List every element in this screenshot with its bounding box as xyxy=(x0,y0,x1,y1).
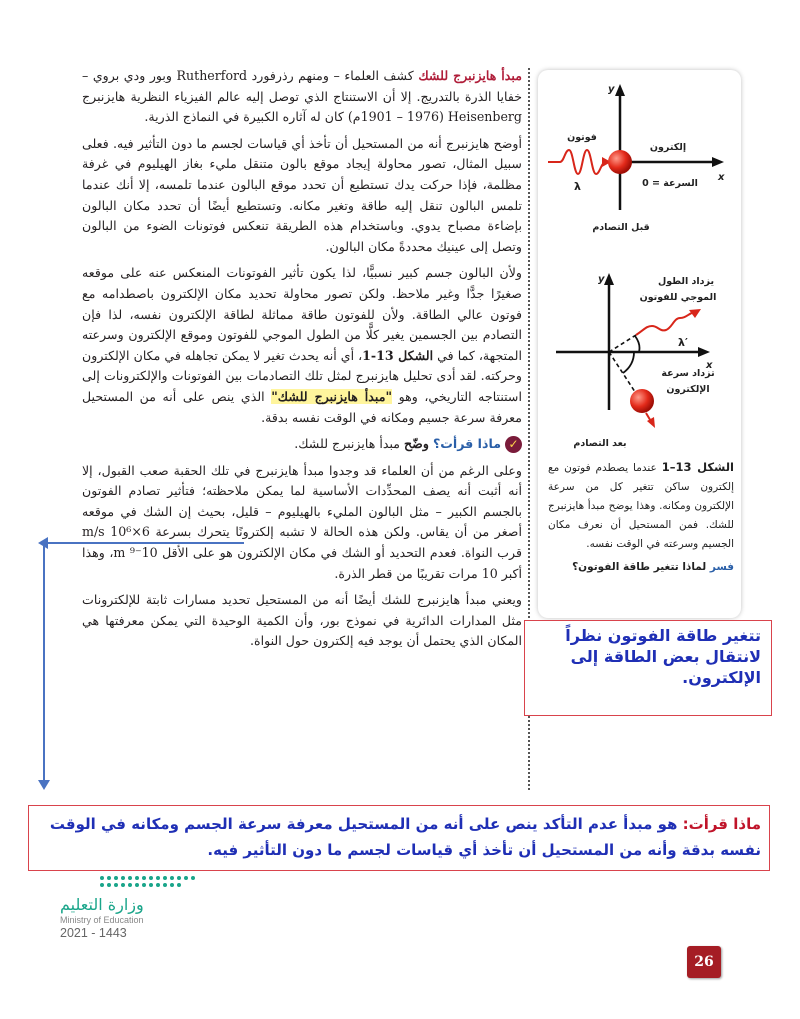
after-y-label: y xyxy=(598,274,605,285)
photon-text-b: ، أي أنه يحدث تغير لا يمكن تجاهله في مكان الإلكترون وحركته. لقد أدى تحليل هايزنبرج لمثل تلك التصادمات بين الفوتونات والإلكترونات إلى استنتاجه التاريخي، وهو xyxy=(82,347,522,404)
photon-angle-arc xyxy=(635,336,640,352)
ministry-name-english: Ministry of Education xyxy=(60,915,144,925)
after-collision-label: بعد التصادم xyxy=(573,438,627,449)
photon-text-c: الذي ينص على أنه من المستحيل معرفة سرعة جسيم ومكانه في الوقت نفسه بدقة. xyxy=(82,388,522,425)
ministry-name-arabic: وزارة التعليم xyxy=(60,895,144,914)
logo-dots-icon xyxy=(100,876,195,887)
electron-label: إلكترون xyxy=(649,142,687,153)
ministry-logo xyxy=(60,876,220,940)
before-x-label: x xyxy=(718,172,725,183)
reading-answer-text: هو مبدأ عدم التأكد ينص على أنه من المستحيل معرفة سرعة الجسم ومكانه في الوقت نفسه بدقة وأنه من المستحيل أن تأخذ أي قياسات لجسم ما دون التأثير فيه. xyxy=(49,815,761,859)
paragraph-orbits: ويعني مبدأ هايزنبرج للشك أيضًا أنه من المستحيل تحديد مسارات ثابتة للإلكترونات مثل المدارات الدائرية في نموذج بور، وأن الكمية الوحيدة التي يمكن معرفتها هي المكان الذي يحتمل أن يوجد فيه إلكترون حول النواة. xyxy=(82,592,522,649)
photon-text-a: ولأن البالون جسم كبير نسبيًّا، لذا يكون تأثير الفوتونات المنعكس عنه على موقعه صغيرًا جدًّا وغير ملاحظ. ولكن تصور محاولة تحديد مكان الإلكترون باصطدامه مع فوتون عالي الطاقة. ولأن للفوتون طاقة مماثلة لطاقة الإلكترون نفسه، لذا فإن التصادم بين الجسمين يغير كلًّا من الطول الموجي للفوتون وموقع الإلكترون وسرعته المتجهة، كما في xyxy=(82,265,522,363)
wavelength-increase-line1: يزداد الطول xyxy=(657,276,715,287)
after-x-label: x xyxy=(706,360,713,371)
caption-text: عندما يصطدم فوتون مع إلكترون ساكن تتغير كل من سرعة الإلكترون ومكانه. وهذا يوضح مبدأ هايزنبرج للشك. فمن المستحيل أن نعرف مكان الجسيم وسرعته في الوقت نفسه. xyxy=(548,462,734,550)
caption-question xyxy=(548,558,734,577)
highlighted-principle: "مبدأ هايزنبرج للشك" xyxy=(271,388,393,404)
main-text-column xyxy=(82,66,522,658)
electron-motion-arrow-icon xyxy=(647,417,655,428)
key-term: مبدأ هايزنبرج للشك xyxy=(418,68,522,83)
after-y-arrow-icon xyxy=(604,273,614,285)
paragraph-intro xyxy=(82,66,522,128)
wavelength-increase-line2: الموجي للفوتون xyxy=(639,292,717,303)
question-text: لماذا تتغير طاقة الفوتون؟ xyxy=(572,561,710,573)
photon-path-dashed xyxy=(609,335,636,352)
collision-diagram xyxy=(538,70,741,455)
before-x-arrow-icon xyxy=(712,157,724,167)
arrow-down-icon xyxy=(38,780,50,790)
figure-number: الشكل 13–1 xyxy=(661,460,734,474)
check-icon: ✓ xyxy=(505,436,522,453)
before-y-arrow-icon xyxy=(615,84,625,96)
what-i-read-verb: وضّح xyxy=(404,436,429,452)
figure-caption xyxy=(548,458,734,614)
reading-answer-box xyxy=(28,805,770,871)
arrow-line-horizontal xyxy=(44,542,244,544)
before-collision-label: قبل التصادم xyxy=(592,222,650,233)
question-verb: فسر xyxy=(709,561,734,573)
photon-label: فوتون xyxy=(567,132,597,143)
paragraph-photon xyxy=(82,263,522,428)
lambda-prime-label: λ′ xyxy=(678,336,688,349)
edition-year: 2021 - 1443 xyxy=(60,926,127,940)
what-i-read-label: ماذا قرأت؟ xyxy=(432,436,501,452)
reading-answer-lead: ماذا قرأت: xyxy=(682,815,761,833)
figure-reference[interactable]: الشكل 13-1 xyxy=(362,347,434,363)
electron-angle-arc xyxy=(623,352,634,373)
what-i-read-text: مبدأ هايزنبرج للشك. xyxy=(294,436,401,452)
photon-wave xyxy=(548,150,606,174)
electron-path-dashed xyxy=(609,352,639,398)
before-y-label: y xyxy=(608,84,615,95)
arrow-line-vertical xyxy=(43,542,45,782)
intro-text: كشف العلماء – ومنهم رذرفورد Rutherford وبور ودي بروي – خفايا الذرة بالتدريج. إلا أن الاستنتاج الذي توصل إليه عالم الفيزياء النظرية هايزنبرج Heisenberg (1901 – 1976م) كان له آثاره الكبيرة في النماذج الذرية. xyxy=(82,68,522,125)
caption-body xyxy=(548,458,734,554)
speed-increase-line1: تزداد سرعة xyxy=(661,368,715,379)
electron-ball-before xyxy=(608,150,632,174)
what-i-read-question xyxy=(272,434,522,455)
paragraph-balloon: أوضح هايزنبرج أنه من المستحيل أن تأخذ أي قياسات لجسم ما دون التأثير فيه. فعلى سبيل المثال، تصور محاولة إيجاد موقع بالون متنقل مليء بغاز الهيليوم في غرفة مظلمة، فإذا حركت يدك تستطيع أن تحدد موقع البالون عندما تلمسه، إلا أنك عندما تلمس البالون تنقل إليه طاقة وتغير مكانه. وتستطيع أيضًا أن تحدد مكان البالون بإضاءة مصباح يدوي. وباستخدام هذه الطريقة تنعكس فوتونات الضوء من البالون وتصل إلى عينيك محددةً مكان البالون. xyxy=(82,135,522,254)
paragraph-acceptance: وعلى الرغم من أن العلماء قد وجدوا مبدأ هايزنبرج في تلك الحقبة صعب القبول، إلا أنه أثبت أنه يصف المحدِّدات الأساسية لما يمكن ملاحظته؛ فتأثير تصادم الفوتون بالجسم الكبير – مثل البالون المليء بالهيليوم – قليل، بحيث إن الشك في موقعه أصغر من أن يقاس. ولكن هذه الحالة لا تشبه إلكترونًا يتحرك بسرعة 6×10⁶ m/s قرب النواة. فعدم التحديد أو الشك في مكان الإلكترون هو على الأقل 10⁻⁹ m، وهذا أكبر 10 مرات تقريبًا من قطر الذرة. xyxy=(82,462,522,581)
scattered-photon-wave xyxy=(636,312,694,335)
after-x-arrow-icon xyxy=(698,347,710,357)
speed-increase-line2: الإلكترون xyxy=(666,384,710,395)
speed-zero-label: السرعة = 0 xyxy=(642,178,698,189)
page-number-badge: 26 xyxy=(687,946,721,978)
electron-ball-after xyxy=(630,389,654,413)
figure-answer-box: تتغير طاقة الفوتون نظراً لانتقال بعض الطاقة إلى الإلكترون. xyxy=(524,620,772,716)
lambda-label: λ xyxy=(574,180,581,193)
